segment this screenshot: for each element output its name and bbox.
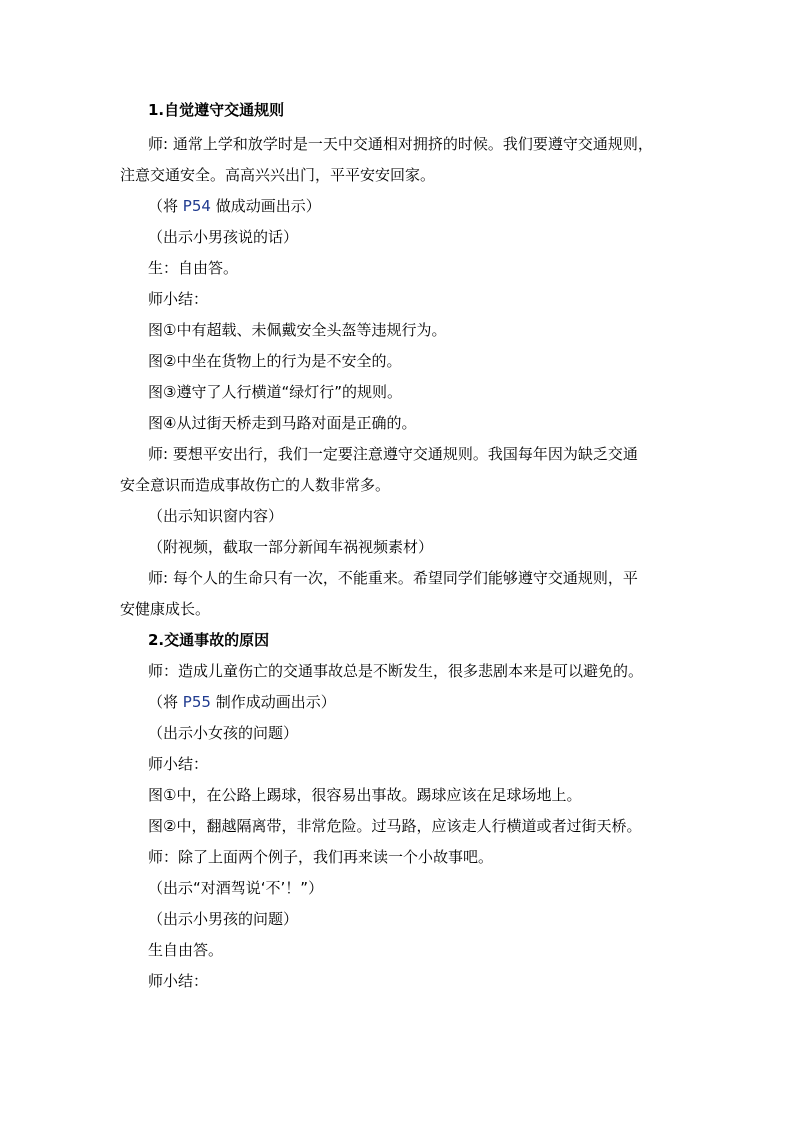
paragraph-line: 师: 每个人的生命只有一次，不能重来。希望同学们能够遵守交通规则，平 bbox=[148, 569, 638, 587]
page-reference: P54 bbox=[182, 197, 211, 215]
paragraph-line: 注意交通安全。高高兴兴出门，平平安安回家。 bbox=[120, 166, 436, 184]
stage-note: （出示“对酒驾说‘不’！”） bbox=[148, 879, 324, 897]
figure-summary: 图②中坐在货物上的行为是不安全的。 bbox=[148, 352, 402, 370]
page-reference: P55 bbox=[182, 693, 211, 711]
figure-summary: 图②中，翻越隔离带，非常危险。过马路，应该走人行横道或者过街天桥。 bbox=[148, 817, 642, 835]
paragraph-line: 安健康成长。 bbox=[120, 600, 211, 618]
stage-note bbox=[148, 692, 336, 712]
figure-summary: 图①中，在公路上踢球，很容易出事故。踢球应该在足球场地上。 bbox=[148, 786, 582, 804]
stage-note: （出示小男孩的问题） bbox=[148, 910, 299, 928]
stage-note bbox=[148, 196, 321, 216]
section-1-title: 自觉遵守交通规则 bbox=[164, 101, 285, 119]
student-answer: 生：自由答。 bbox=[148, 259, 239, 277]
paragraph-line: 师：造成儿童伤亡的交通事故总是不断发生，很多悲剧本来是可以避免的。 bbox=[148, 662, 644, 680]
note-text: （将 bbox=[148, 197, 183, 215]
note-text: 制作成动画出示） bbox=[210, 693, 336, 711]
paragraph-line: 安全意识而造成事故伤亡的人数非常多。 bbox=[120, 476, 391, 494]
section-2-heading bbox=[148, 630, 269, 650]
stage-note: （出示知识窗内容） bbox=[148, 507, 284, 525]
note-text: （将 bbox=[148, 693, 183, 711]
teacher-summary-label: 师小结： bbox=[148, 755, 209, 773]
stage-note: （出示小男孩说的话） bbox=[148, 228, 299, 246]
figure-summary: 图①中有超载、未佩戴安全头盔等违规行为。 bbox=[148, 321, 447, 339]
section-1-heading bbox=[148, 100, 284, 120]
note-text: 做成动画出示） bbox=[210, 197, 321, 215]
figure-summary: 图③遵守了人行横道“绿灯行”的规则。 bbox=[148, 383, 402, 401]
section-2-title: 交通事故的原因 bbox=[164, 631, 270, 649]
paragraph-line: 师: 要想平安出行，我们一定要注意遵守交通规则。我国每年因为缺乏交通 bbox=[148, 445, 638, 463]
stage-note: （附视频，截取一部分新闻车祸视频素材） bbox=[148, 538, 434, 556]
section-1-number: 1. bbox=[148, 101, 165, 119]
student-answer: 生自由答。 bbox=[148, 941, 224, 959]
stage-note: （出示小女孩的问题） bbox=[148, 724, 299, 742]
paragraph-line: 师: 通常上学和放学时是一天中交通相对拥挤的时候。我们要遵守交通规则， bbox=[148, 135, 653, 153]
teacher-summary-label: 师小结： bbox=[148, 290, 209, 308]
paragraph-line: 师：除了上面两个例子，我们再来读一个小故事吧。 bbox=[148, 848, 494, 866]
section-2-number: 2. bbox=[148, 631, 165, 649]
figure-summary: 图④从过街天桥走到马路对面是正确的。 bbox=[148, 414, 417, 432]
teacher-summary-label: 师小结： bbox=[148, 972, 209, 990]
